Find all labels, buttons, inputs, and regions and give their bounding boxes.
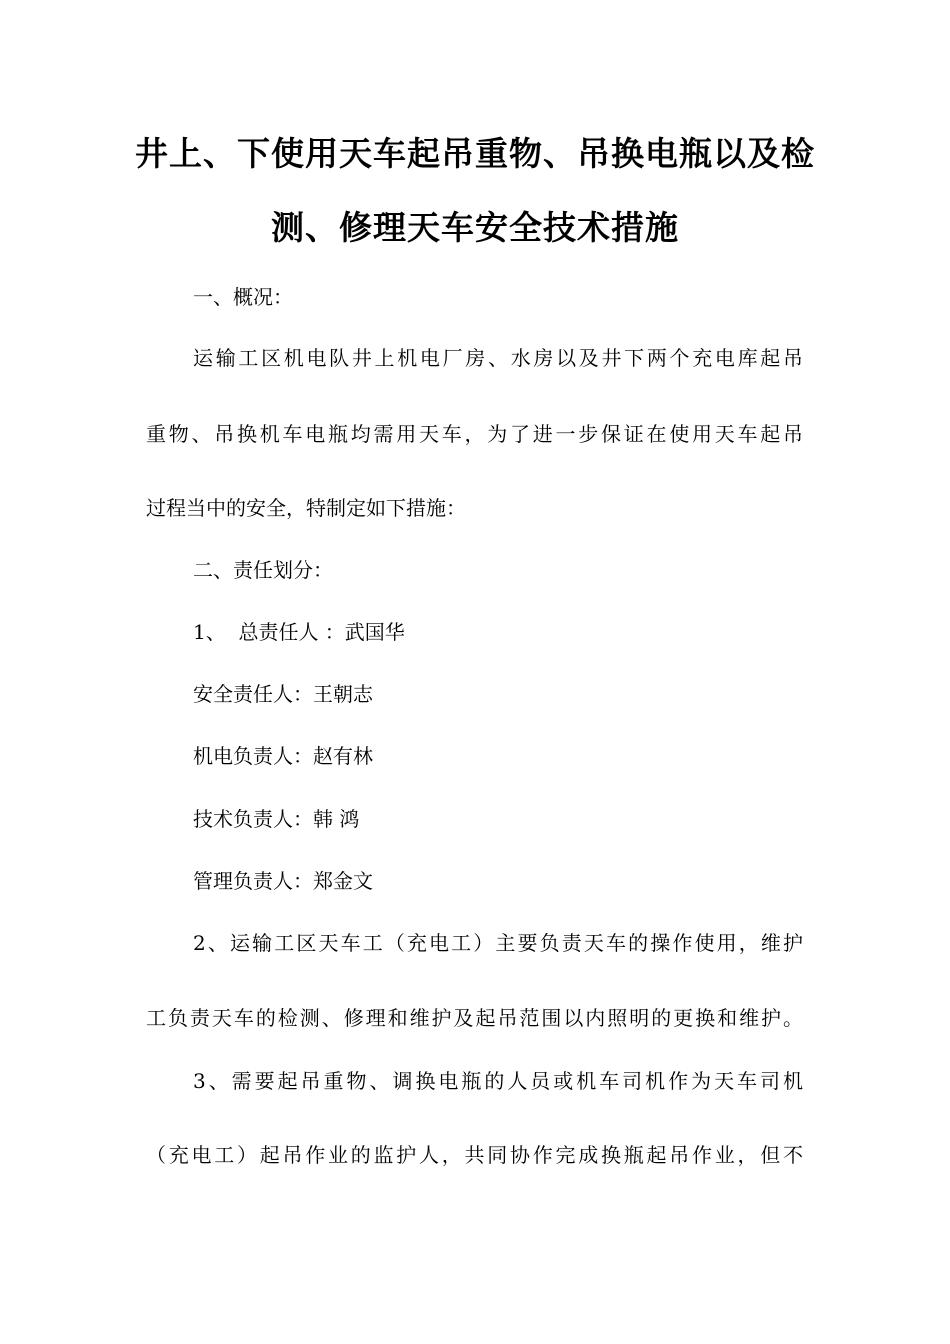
responsible-management: 管理负责人：郑金文 <box>193 869 373 893</box>
responsible-safety: 安全责任人：王朝志 <box>193 682 373 706</box>
section-2-item-1: 1、 总责任人 ：武国华 <box>193 620 405 644</box>
section-2-item-3-line-2: （充电工）起吊作业的监护人，共同协作完成换瓶起吊作业，但不 <box>146 1143 803 1167</box>
document-title-line-1: 井上、下使用天车起吊重物、吊换电瓶以及检 <box>135 134 815 173</box>
section-2-item-3-line-1: 3、需要起吊重物、调换电瓶的人员或机车司机作为天车司机 <box>193 1069 803 1093</box>
section-2-item-2-line-1: 2、运输工区天车工（充电工）主要负责天车的操作使用，维护 <box>193 931 803 955</box>
section-1-paragraph-line-3: 过程当中的安全，特制定如下措施： <box>146 496 466 520</box>
responsible-mechanical: 机电负责人：赵有林 <box>193 744 373 768</box>
section-1-heading: 一、概况： <box>193 285 293 309</box>
section-2-heading: 二、责任划分： <box>193 558 333 582</box>
section-1-paragraph-line-2: 重物、吊换机车电瓶均需用天车，为了进一步保证在使用天车起吊 <box>146 422 803 446</box>
document-title-line-2: 测、修理天车安全技术措施 <box>271 208 679 247</box>
section-1-paragraph-line-1: 运输工区机电队井上机电厂房、水房以及井下两个充电库起吊 <box>193 346 803 370</box>
section-2-item-2-line-2: 工负责天车的检测、修理和维护及起吊范围以内照明的更换和维护。 <box>146 1006 803 1030</box>
responsible-technical: 技术负责人：韩 鸿 <box>193 807 360 831</box>
